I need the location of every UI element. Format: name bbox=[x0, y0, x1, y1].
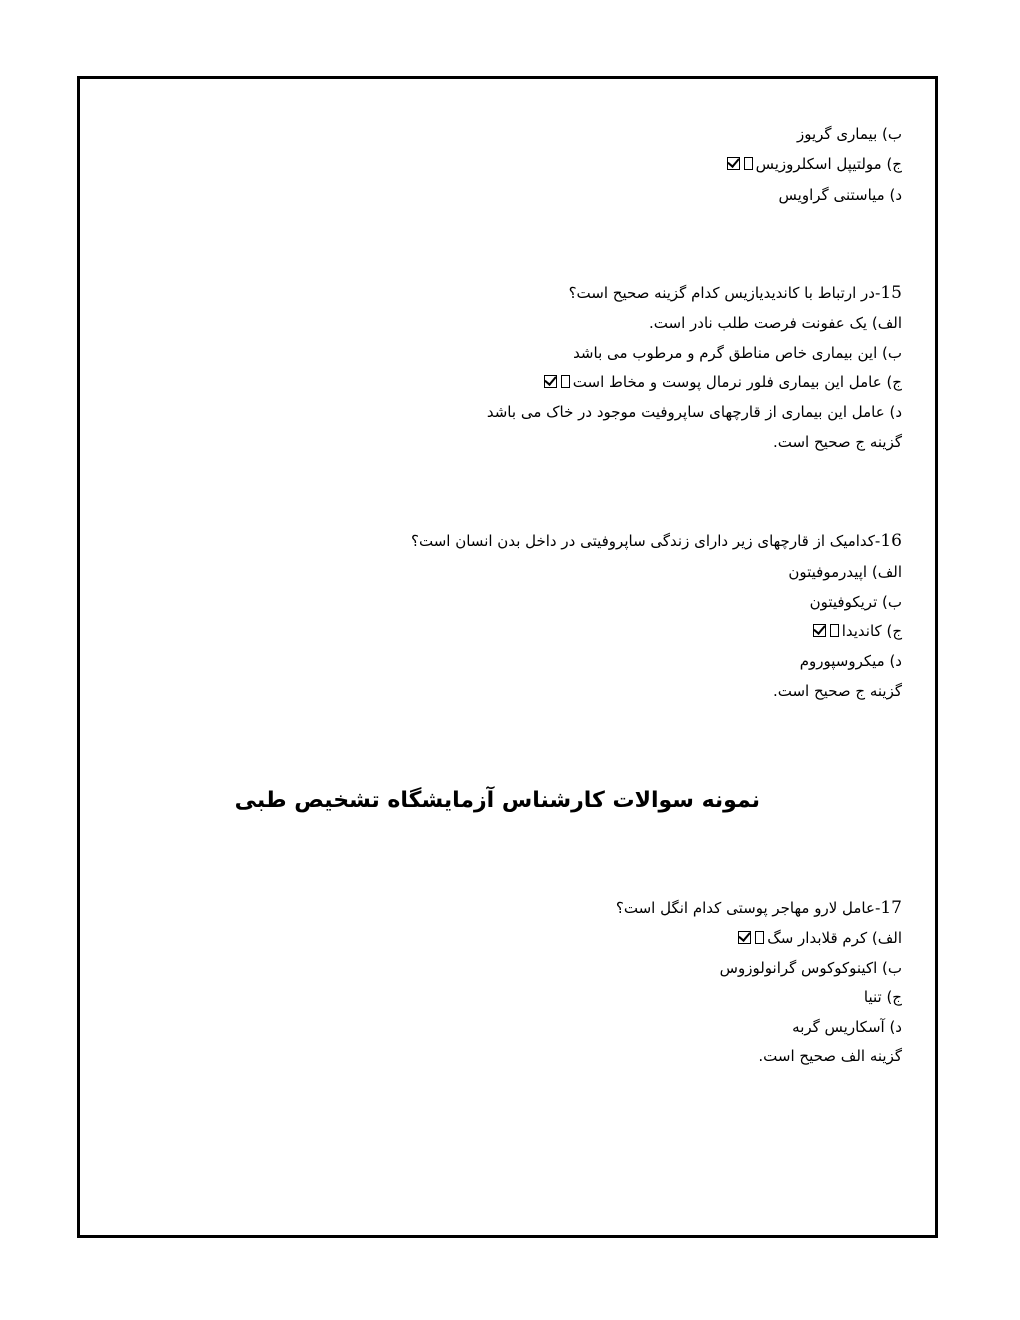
checkmark-box-icon bbox=[738, 931, 751, 944]
q17-question: 17-عامل لارو مهاجر پوستی کدام انگل است؟ bbox=[615, 898, 902, 918]
q16-option-c: ج) کاندیدا bbox=[813, 621, 902, 641]
q14-option-d: د) میاستنی گراویس bbox=[778, 186, 902, 204]
checkmark-box-icon bbox=[727, 157, 740, 170]
checkmark-box-icon bbox=[544, 375, 557, 388]
checkmark-box-icon bbox=[813, 624, 826, 637]
q16-option-alef: الف) اپیدرموفیتون bbox=[788, 563, 902, 581]
q14-option-c: ج) مولتیپل اسکلروزیس bbox=[727, 154, 902, 174]
q14-option-b: ب) بیماری گریوز bbox=[796, 125, 902, 143]
missing-glyph-icon bbox=[561, 375, 570, 388]
q15-question: 15-در ارتباط با کاندیدیازیس کدام گزینه صحیح است؟ bbox=[568, 283, 902, 303]
q16-answer: گزینه ج صحیح است. bbox=[772, 682, 902, 700]
q17-option-d: د) آسکاریس گربه bbox=[792, 1018, 902, 1036]
section-title: نمونه سوالات کارشناس آزمایشگاه تشخیص طبی bbox=[234, 788, 760, 813]
q15-option-alef: الف) یک عفونت فرصت طلب نادر است. bbox=[649, 314, 902, 332]
missing-glyph-icon bbox=[830, 624, 839, 637]
q17-option-b: ب) اکینوکوکوس گرانولوزوس bbox=[719, 959, 902, 977]
q15-option-d: د) عامل این بیماری از قارچهای ساپروفیت موجود در خاک می باشد bbox=[486, 403, 902, 421]
q17-option-alef: الف) کرم قلابدار سگ bbox=[738, 928, 902, 948]
q15-option-c: ج) عامل این بیماری فلور نرمال پوست و مخاط است bbox=[544, 372, 902, 392]
q16-question: 16-کدامیک از قارچهای زیر دارای زندگی ساپروفیتی در داخل بدن انسان است؟ bbox=[411, 531, 902, 551]
q17-answer: گزینه الف صحیح است. bbox=[758, 1047, 902, 1065]
missing-glyph-icon bbox=[744, 157, 753, 170]
q17-option-c: ج) تنیا bbox=[863, 988, 902, 1006]
q16-option-d: د) میکروسپوروم bbox=[799, 652, 902, 670]
q15-answer: گزینه ج صحیح است. bbox=[772, 433, 902, 451]
q15-option-b: ب) این بیماری خاص مناطق گرم و مرطوب می باشد bbox=[573, 344, 902, 362]
q16-option-b: ب) تریکوفیتون bbox=[809, 593, 902, 611]
missing-glyph-icon bbox=[755, 931, 764, 944]
